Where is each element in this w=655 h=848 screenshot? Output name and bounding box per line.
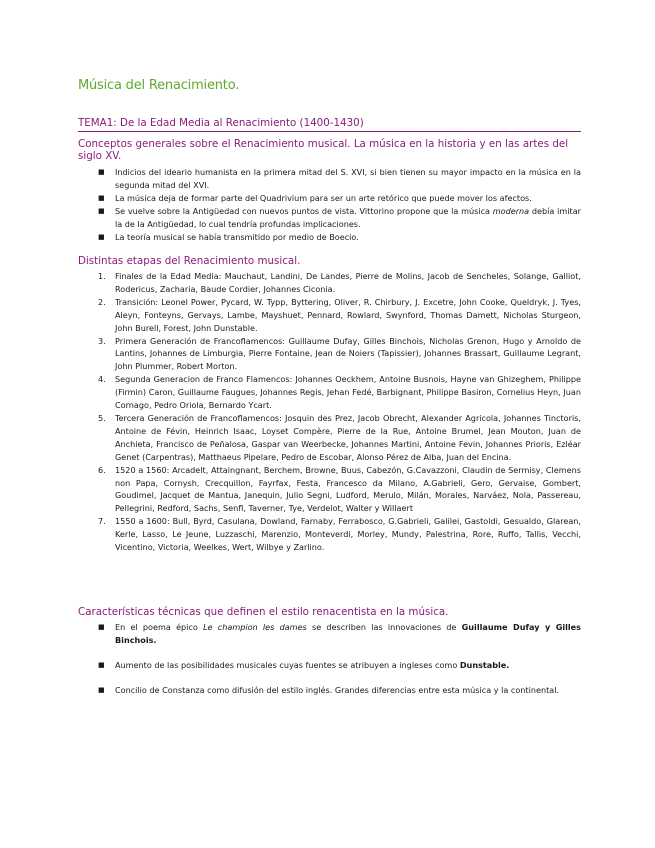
- caracteristicas-list-3: [98, 684, 581, 697]
- list-item: ■ Indicios del ideario humanista en la primera mitad del S. XVI, si bien tienen su mayor impacto en la música en la segunda mitad del XVI.: [98, 167, 581, 190]
- document-title: Música del Renacimiento.: [78, 78, 240, 93]
- caracteristicas-list-2: [98, 659, 581, 672]
- bullet-icon: ■: [98, 193, 105, 202]
- bullet-icon: ■: [98, 168, 105, 176]
- section-heading-conceptos: Conceptos generales sobre el Renacimiento musical. La música en la historia y en las artes del siglo XV.: [78, 138, 569, 162]
- list-item: 2. Transición: Leonel Power, Pycard, W. Typp, Byttering, Oliver, R. Chirbury, J. Excetre, John Cooke, Queldryk, J. Tyes, Aleyn, Fonteyns, Gervays, Lambe, Mayshuet, Pennard, Rowlard, Swynford, Thomas Damett, Nicholas Sturgeon, John Burell, Forest, John Dunstable.: [98, 296, 581, 333]
- list-item: 5. Tercera Generación de Francoflamencos: Josquin des Prez, Jacob Obrecht, Alexander Agricola, Johannes Tinctoris, Antoine de Févin, Heinrich Isaac, Loyset Compère, Pierre de la Rue, Antoine Brumel, Jean Mouton, Juan de Anchieta, Francisco de Peñalosa, Gaspar van Weerbecke, Johannes Martini, Antoine Fevin, Johannes Prioris, Ezléar Genet (Carpentras), Matthaeus Pipelare, Pedro de Escobar, Alonso Pérez de Alba, Juan del Encina.: [98, 412, 581, 462]
- list-item: 1. Finales de la Edad Media: Mauchaut, Landini, De Landes, Pierre de Molins, Jacob de Sencheles, Solange, Galliot, Rodericus, Zacharia, Baude Cordier, Johannes Ciconia.: [98, 271, 581, 294]
- list-item: 6. 1520 a 1560: Arcadelt, Attaingnant, Berchem, Browne, Buus, Cabezón, G.Cavazzoni, Claudin de Sermisy, Clemens non Papa, Cornysh, Crecquillon, Fayrfax, Festa, Francesco da Milano, A.Gabrieli, Gero, Gervaise, Gombert, Goudimel, Jacquet de Mantua, Janequin, Julio Segni, Ludford, Merulo, Milán, Morales, Narváez, Nola, Passereau, Pellegrini, Redford, Sachs, Senfl, Taverner, Tye, Verdelot, Walter y Willaert: [98, 464, 581, 514]
- list-item: ■ Aumento de las posibilidades musicales cuyas fuentes se atribuyen a ingleses como Dunstable.: [98, 660, 510, 670]
- list-item: 4. Segunda Generacion de Franco Flamencos: Johannes Oeckhem, Antoine Busnois, Hayne van Ghizeghem, Philippe (Firmin) Caron, Guillaume Faugues, Johannes Regis, Jehan Fedé, Barbignant, Philippe Basiron, Cornelius Heyn, Juan Cornago, Pedro Oriola, Bernardo Ycart.: [98, 374, 581, 411]
- caracteristicas-list: [98, 621, 581, 647]
- bullet-icon: ■: [98, 623, 105, 631]
- list-item: ■ Concilio de Constanza como difusión del estilo inglés. Grandes diferencias entre esta música y la continental.: [98, 685, 560, 695]
- conceptos-list: [98, 166, 581, 243]
- section-heading-etapas: Distintas etapas del Renacimiento musical.: [78, 255, 301, 267]
- list-item: ■ La teoría musical se había transmitido por medio de Boecio.: [98, 231, 359, 242]
- bullet-icon: ■: [98, 232, 105, 241]
- list-item: ■ La música deja de formar parte del Quadrivium para ser un arte retórico que puede mover los afectos.: [98, 192, 532, 203]
- bullet-icon: ■: [98, 206, 105, 215]
- bullet-icon: ■: [98, 686, 105, 694]
- tema-underline: [78, 131, 581, 132]
- list-item: 7. 1550 a 1600: Bull, Byrd, Casulana, Dowland, Farnaby, Ferrabosco, G.Gabrieli, Galilei, Gastoldi, Gesualdo, Glarean, Kerle, Lasso, Le Jeune, Luzzaschi, Marenzio, Monteverdi, Morley, Mundy, Palestrina, Rore, Ruffo, Tallis, Vecchi, Vicentino, Victoria, Weelkes, Wert, Wilbye y Zarlino.: [98, 516, 581, 553]
- list-item: ■ Se vuelve sobre la Antigüedad con nuevos puntos de vista. Vittorino propone que la música moderna debía imitar la de la Antigüedad, lo cual tendría profundas implicaciones.: [98, 205, 581, 229]
- section-heading-caracteristicas: Características técnicas que definen el estilo renacentista en la música.: [78, 606, 449, 618]
- tema-heading: TEMA1: De la Edad Media al Renacimiento (1400-1430): [78, 117, 364, 129]
- etapas-list: [98, 270, 581, 554]
- list-item: 3. Primera Generación de Francoflamencos: Guillaume Dufay, Gilles Binchois, Nicholas Grenon, Hugo y Arnoldo de Lantins, Johannes de Limburgia, Pierre Fontaine, Jean de Noiers (Tapissier), Johannes Brassart, Guillaume Legrant, John Plummer, Robert Morton.: [98, 335, 581, 372]
- bullet-icon: ■: [98, 661, 105, 669]
- list-item: ■ En el poema épico Le champion les dames se describen las innovaciones de Guillaume Dufay y Gilles Binchois.: [98, 622, 581, 645]
